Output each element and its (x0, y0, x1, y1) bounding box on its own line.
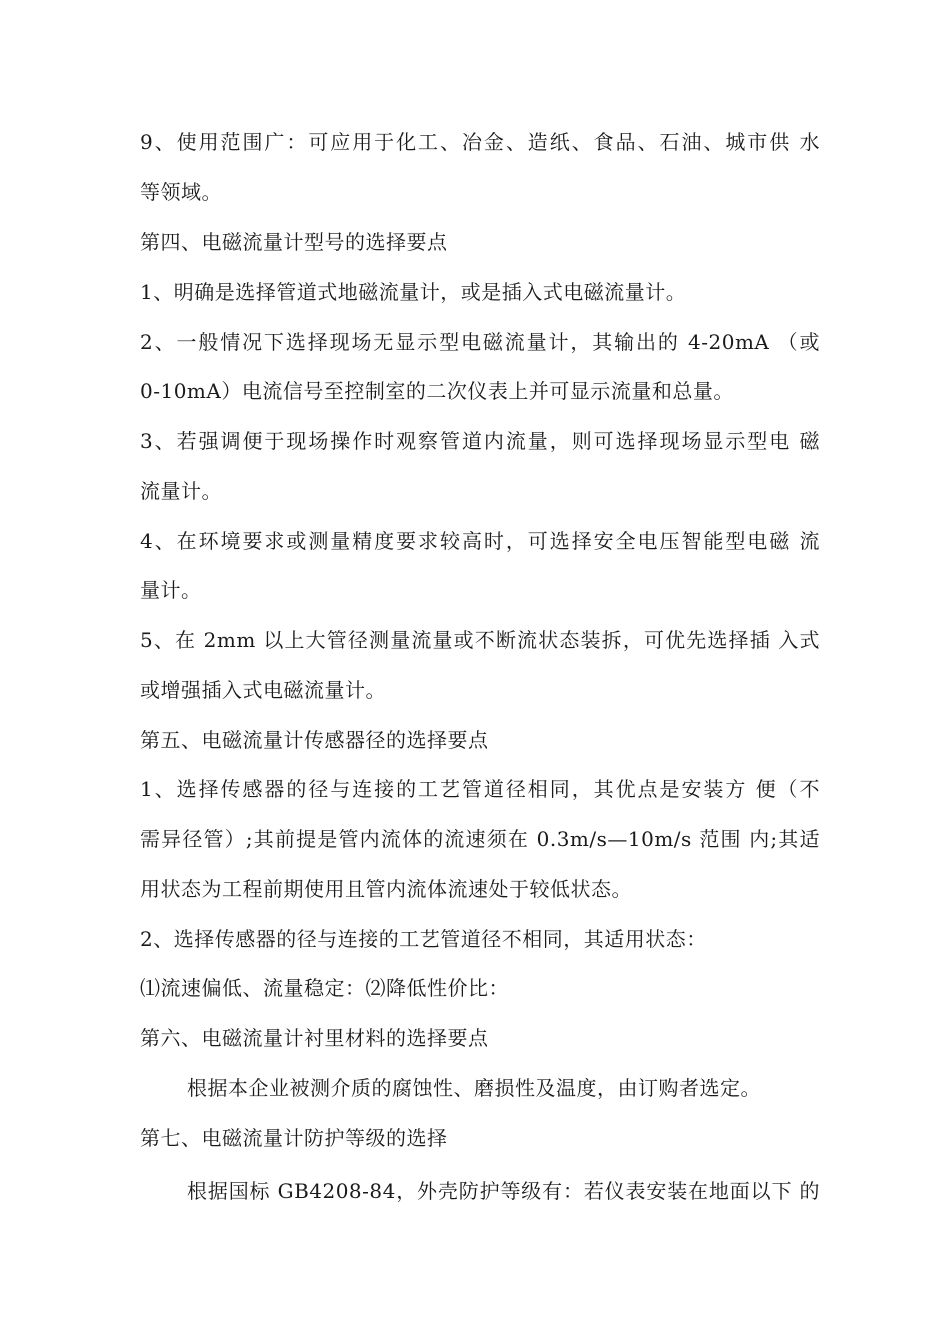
text-line: 0-10mA）电流信号至控制室的二次仪表上并可显示流量和总量。 (140, 379, 734, 403)
section-heading: 第七、电磁流量计防护等级的选择 (140, 1126, 448, 1150)
text-line: 用状态为工程前期使用且管内流体流速处于较低状态。 (140, 877, 632, 901)
text-line: 1、明确是选择管道式地磁流量计，或是插入式电磁流量计。 (140, 280, 687, 304)
text-line: 4、在环境要求或测量精度要求较高时，可选择安全电压智能型电磁 流 (140, 529, 820, 553)
text-line: 1、选择传感器的径与连接的工艺管道径相同，其优点是安装方 便（不 (140, 777, 820, 801)
text-line: 或增强插入式电磁流量计。 (140, 678, 386, 702)
text-line: 根据本企业被测介质的腐蚀性、磨损性及温度，由订购者选定。 (187, 1076, 761, 1100)
text-line: 5、在 2mm 以上大管径测量流量或不断流状态装拆，可优先选择插 入式 (140, 628, 820, 652)
text-line: ⑴流速偏低、流量稳定：⑵降低性价比： (140, 976, 509, 1000)
text-line: 等领域。 (140, 180, 222, 204)
text-line: 9、使用范围广：可应用于化工、冶金、造纸、食品、石油、城市供 水 (140, 130, 820, 154)
text-line: 3、若强调便于现场操作时观察管道内流量，则可选择现场显示型电 磁 (140, 429, 820, 453)
text-line: 需异径管）;其前提是管内流体的流速须在 0.3m/s—10m/s 范围 内;其适 (140, 827, 820, 851)
text-line: 根据国标 GB4208-84，外壳防护等级有：若仪表安装在地面以下 的 (187, 1179, 820, 1203)
section-heading: 第四、电磁流量计型号的选择要点 (140, 230, 448, 254)
text-line: 2、一般情况下选择现场无显示型电磁流量计，其输出的 4-20mA （或 (140, 330, 820, 354)
section-heading: 第六、电磁流量计衬里材料的选择要点 (140, 1026, 489, 1050)
text-line: 2、选择传感器的径与连接的工艺管道径不相同，其适用状态： (140, 927, 707, 951)
text-line: 量计。 (140, 578, 202, 602)
text-line: 流量计。 (140, 479, 222, 503)
section-heading: 第五、电磁流量计传感器径的选择要点 (140, 728, 489, 752)
